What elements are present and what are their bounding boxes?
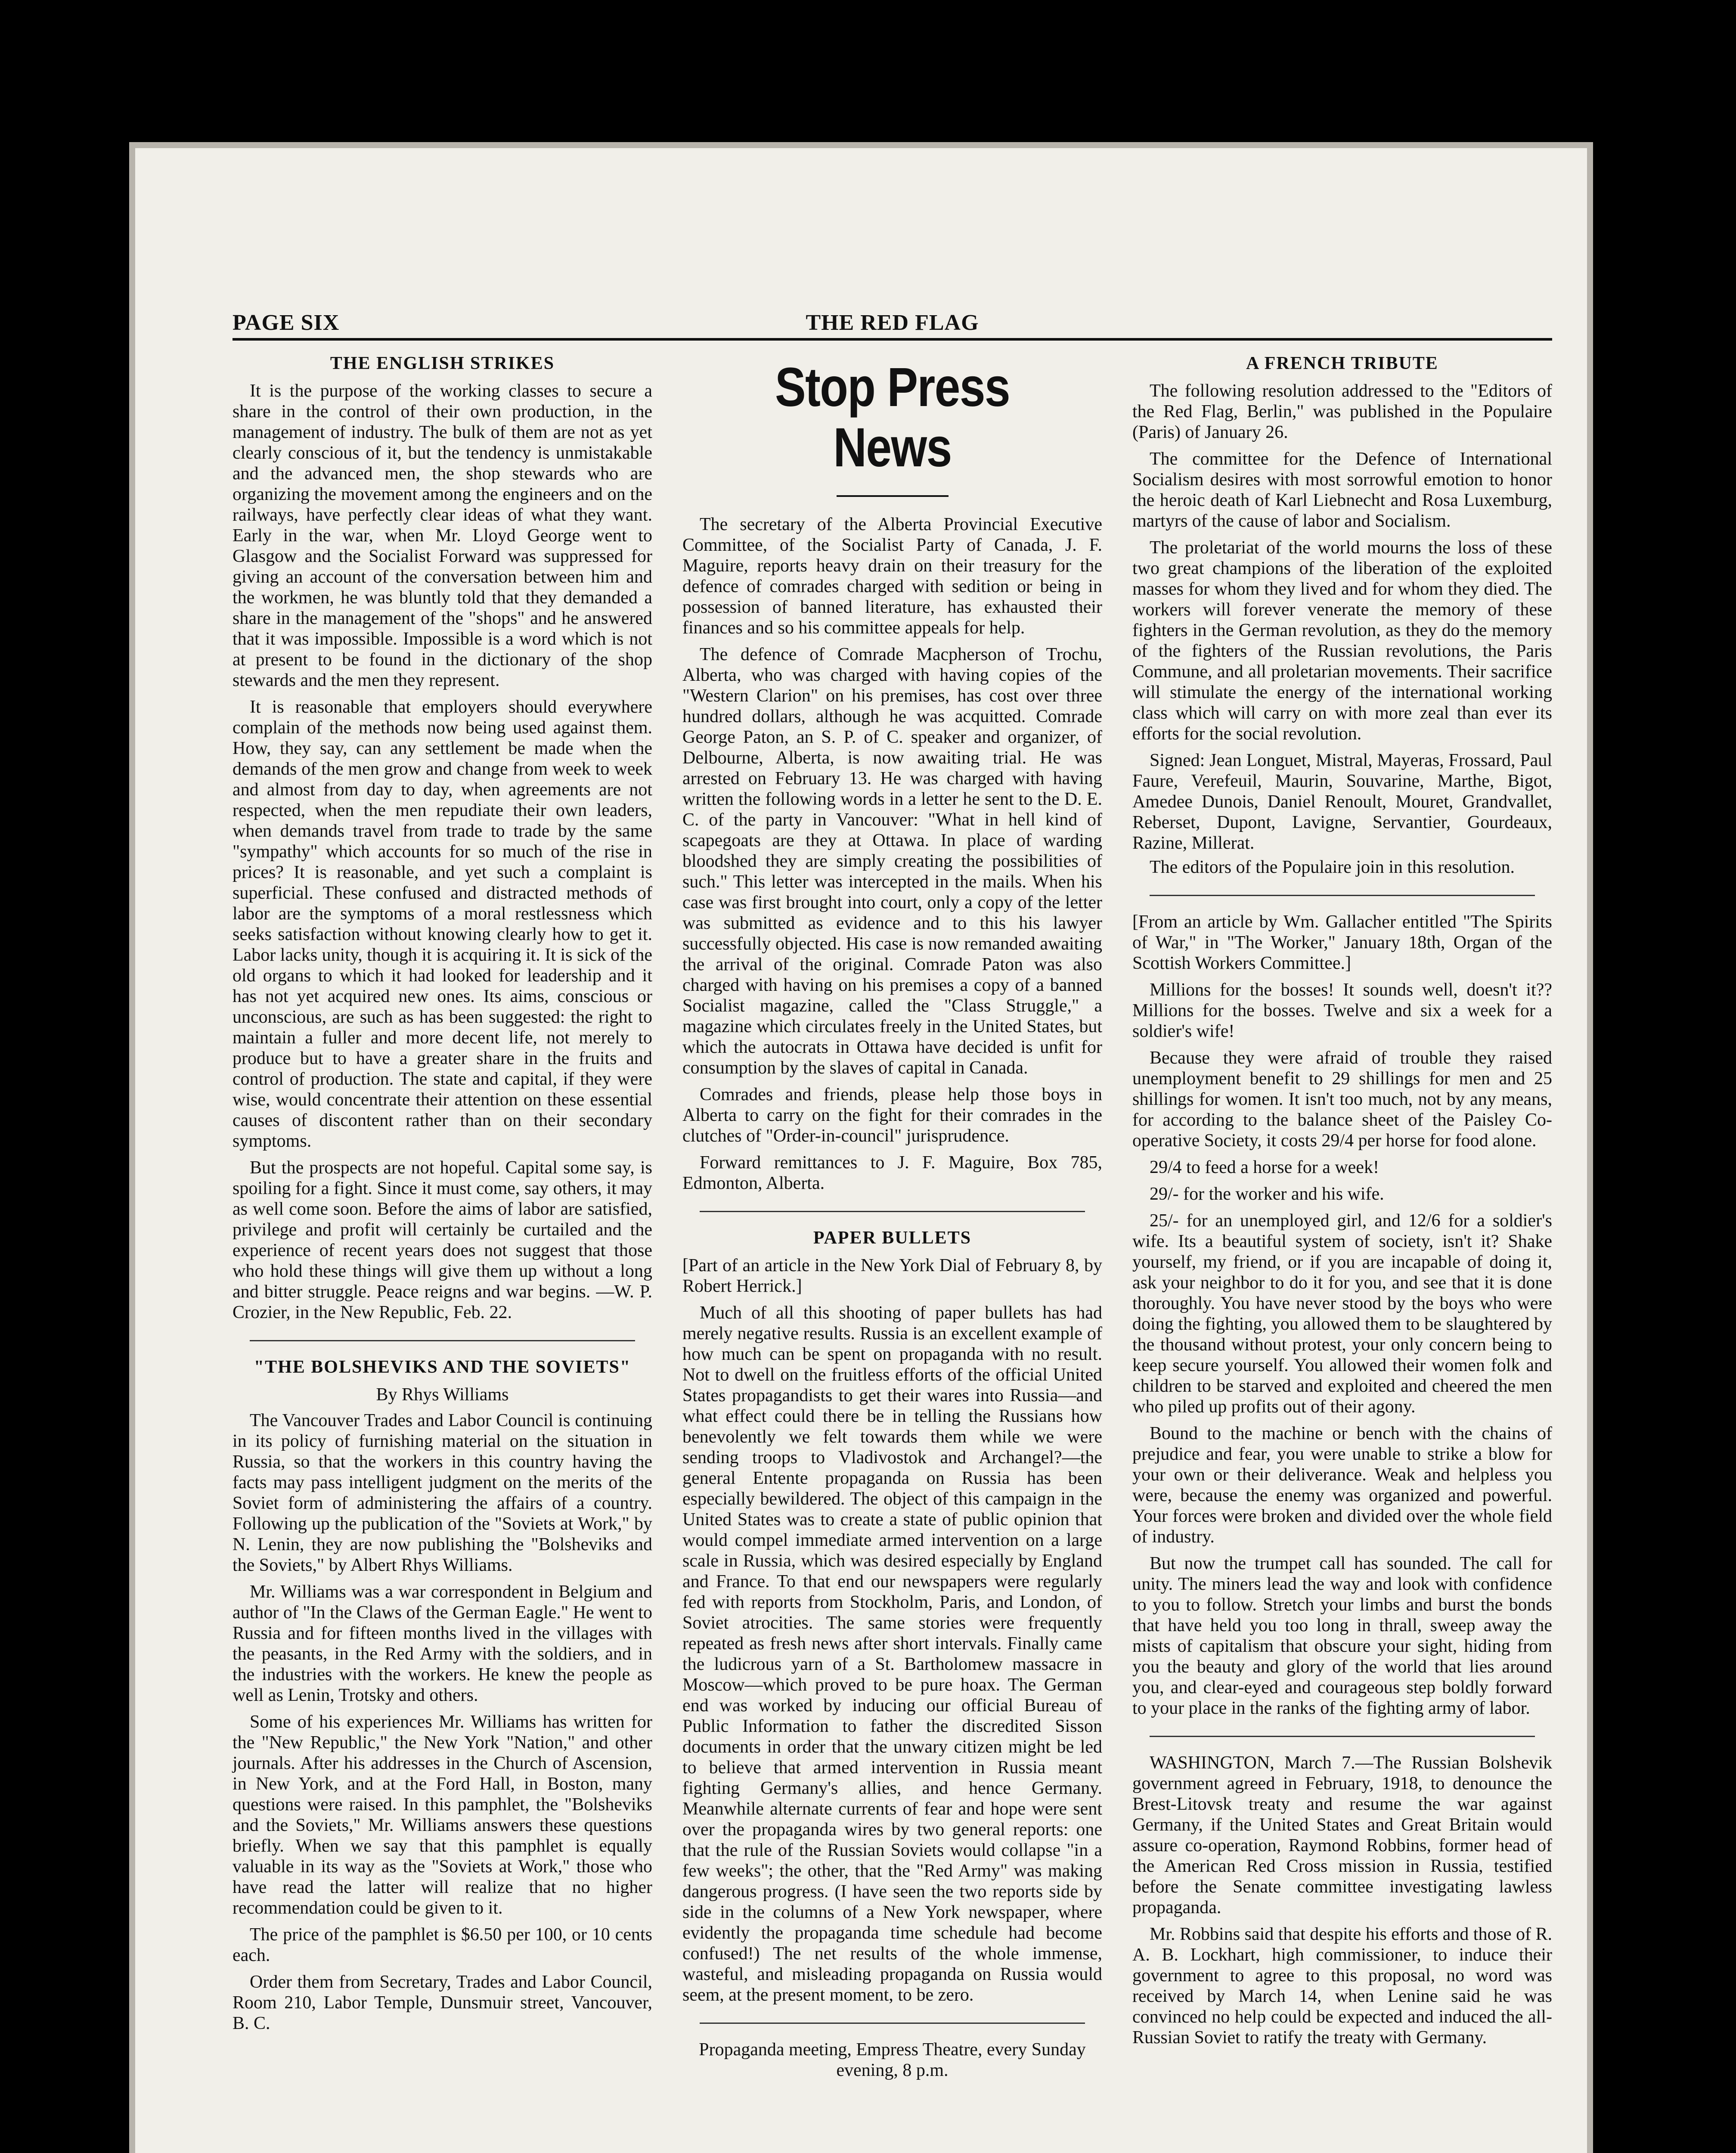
paragraph: It is the purpose of the working classes to secure a share in the control of their own production, in the management of industry. The bulk of them are not as yet clearly conscious of it, but the tendency is unmistakable and the advanced men, the shop stewards who are organizing the movement among the engineers and on the railways, have perfectly clear ideas of what they want. Early in the war, when Mr. Lloyd George went to Glasgow and the Socialist Forward was suppressed for giving an account of the conversation between him and the workmen, he was bluntly told that they demanded a share in the management of the "shops" and he answered that it was impossible. Impossible is a word which is not at present to be found in the dictionary of the shop stewards and the men they represent. bbox=[232, 381, 652, 690]
paragraph: It is reasonable that employers should everywhere complain of the methods now being used against them. How, they say, can any settlement be made when the demands of the men grow and change from week to week and almost from day to day, when agreements are not respected, when the men repudiate their own leaders, when demands travel from trade to trade by the same "sympathy" which accounts for so much of the rise in prices? It is reasonable, and yet such a complaint is superficial. These confused and distracted methods of labor are the symptoms of a moral restlessness which seeks satisfaction without knowing clearly how to get it. Labor lacks unity, though it is acquiring it. It is sick of the old organs to which it had looked for leadership and it has not yet acquired new ones. Its aims, conscious or unconscious, are such as has been suggested: the right to maintain a fuller and more decent life, not merely to produce but to have a greater share in the fruits and control of production. The state and capital, if they were wise, would concentrate their attention on these essential causes of discontent rather than on their secondary symptoms. bbox=[232, 697, 652, 1151]
paragraph: Much of all this shooting of paper bullets has had merely negative results. Russia is an excellent example of how much can be spent on propaganda with no result. Not to dwell on the fruitless efforts of the official United States propagandists to get their wares into Russia—and what effect could there be in telling the Russians how benevolently we felt towards them while we were sending troops to Vladivostok and Archangel?—the general Entente propaganda on Russia has been especially bewildered. The object of this campaign in the United States was to create a state of public opinion that would compel immediate armed intervention on a large scale in Russia, which was desired especially by England and France. To that end our newspapers were regularly fed with reports from Stockholm, Paris, and London, of Soviet atrocities. The same stories were frequently repeated as fresh news after short intervals. Finally came the ludicrous yarn of a St. Bartholomew massacre in Moscow—which proved to be pure hoax. The German end was worked by inducing our official Bureau of Public Information to father the discredited Sisson documents in order that the unwary citizen might be led to believe that armed intervention in Russia meant fighting Germany's allies, and hence Germany. Meanwhile alternate currents of fear and hope were sent over the propaganda wires by two general reports: one that the rule of the Russian Soviets would collapse "in a few weeks"; the other, that the "Red Army" was making dangerous progress. (I have seen the two reports side by side in the columns of a New York newspaper, where evidently the propaganda time schedule had become confused!) The net results of the whole immense, wasteful, and misleading propaganda on Russia would seem, at the present moment, to be zero. bbox=[682, 1303, 1102, 2005]
separator bbox=[1150, 1736, 1535, 1737]
separator bbox=[250, 1340, 635, 1341]
meeting-notice: Propaganda meeting, Empress Theatre, every Sunday evening, 8 p.m. bbox=[699, 2040, 1086, 2080]
paragraph: Mr. Williams was a war correspondent in Belgium and author of "In the Claws of the German Eagle." He went to Russia and for fifteen months lived in the villages with the peasants, in the Red Army with the soldiers, and in the industries with the workers. He knew the people as well as Lenin, Trotsky and others. bbox=[232, 1582, 652, 1705]
paragraph: The editors of the Populaire join in this resolution. bbox=[1150, 857, 1515, 877]
paragraph: The price of the pamphlet is $6.50 per 100, or 10 cents each. bbox=[232, 1925, 652, 1965]
paragraph: But now the trumpet call has sounded. The call for unity. The miners lead the way and look with confidence to you to follow. Stretch your limbs and burst the bonds that have held you too long in thrall, sweep away the mists of capitalism that obscure your sight, hiding from you the beauty and glory of the world that lies around you, and clear-eyed and courageous step boldly forward to your place in the ranks of the fighting army of labor. bbox=[1132, 1554, 1552, 1718]
paragraph: Because they were afraid of trouble they raised unemployment benefit to 29 shillings for men and 25 shillings for women. It isn't too much, not by any means, for according to the balance sheet of the Paisley Co-operative Society, it costs 29/4 per horse for food alone. bbox=[1132, 1048, 1552, 1151]
article-title-paper-bullets: PAPER BULLETS bbox=[813, 1228, 972, 1248]
paragraph: 29/- for the worker and his wife. bbox=[1150, 1184, 1384, 1204]
separator bbox=[1150, 895, 1535, 896]
article-title-english-strikes: THE ENGLISH STRIKES bbox=[330, 354, 555, 373]
separator bbox=[700, 2023, 1085, 2024]
paragraph: The defence of Comrade Macpherson of Trochu, Alberta, who was charged with having copies of the "Western Clarion" on his premises, has cost over three hundred dollars, although he was acquitted. Comrade George Paton, an S. P. of C. speaker and organizer, of Delbourne, Alberta, is now awaiting trial. He was arrested on February 13. He was charged with having written the following words in a letter he sent to the D. E. C. of the party in Vancouver: "What in hell kind of scapegoats are they at Ottawa. In place of warding bloodshed they are simply creating the possibilities of such." This letter was intercepted in the mails. When his case was first brought into court, only a copy of the letter was submitted as evidence and to this his lawyer successfully objected. His case is now remanded awaiting the arrival of the original. Comrade Paton was also charged with having on his premises a copy of a banned Socialist magazine, called the "Class Struggle," a magazine which circulates freely in the United States, but which the autocrats in Ottawa have decided is unfit for consumption by the slaves of capital in Canada. bbox=[682, 645, 1102, 1078]
column-3 bbox=[1132, 349, 1552, 2087]
byline: By Rhys Williams bbox=[376, 1385, 509, 1405]
paragraph: The secretary of the Alberta Provincial Executive Committee, of the Socialist Party of Canada, J. F. Maguire, reports heavy drain on their treasury for the defence of comrades charged with sedition or being in possession of banned literature, has exhausted their finances and so his committee appeals for help. bbox=[682, 515, 1102, 638]
newspaper-page bbox=[129, 142, 1593, 2153]
paragraph: Comrades and friends, please help those boys in Alberta to carry on the fight for their comrades in the clutches of "Order-in-council" jurisprudence. bbox=[682, 1085, 1102, 1146]
separator bbox=[700, 1211, 1085, 1212]
paragraph: 29/4 to feed a horse for a week! bbox=[1150, 1157, 1379, 1177]
header-rule bbox=[232, 338, 1552, 341]
paragraph: The Vancouver Trades and Labor Council is continuing in its policy of furnishing material on the situation in Russia, so that the workers in this country having the facts may pass intelligent judgment on the merits of the Soviet form of administering the affairs of a country. Following up the publication of the "Soviets at Work," by N. Lenin, they are now publishing the "Bolsheviks and the Soviets," by Albert Rhys Williams. bbox=[232, 1411, 652, 1575]
paragraph: Some of his experiences Mr. Williams has written for the "New Republic," the New York "Nation," and other journals. After his addresses in the Church of Ascension, in New York, and at the Ford Hall, in Boston, many questions were raised. In this pamphlet, the "Bolsheviks and the Soviets," Mr. Williams answers these questions briefly. When we say that this pamphlet is equally valuable in its way as the "Soviets at Work," those who have read the latter will realize that no higher recommendation could be given to it. bbox=[232, 1712, 652, 1918]
stop-press-headline: Stop Press News bbox=[775, 357, 1010, 478]
paragraph: WASHINGTON, March 7.—The Russian Bolshevik government agreed in February, 1918, to denounce the Brest-Litovsk treaty and resume the war against Germany, if the United States and Great Britain would assure co-operation, Raymond Robbins, former head of the American Red Cross mission in Russia, testified before the Senate committee investigating lawless propaganda. bbox=[1132, 1753, 1552, 1917]
masthead: THE RED FLAG bbox=[806, 310, 979, 335]
paragraph: But the prospects are not hopeful. Capital some say, is spoiling for a fight. Since it must come, say others, it may as well come soon. Before the aims of labor are satisfied, privilege and profit will certainly be curtailed and the experience of recent years does not suggest that those who hold these things will give them up without a long and bitter struggle. Peace reigns and war begins. —W. P. Crozier, in the New Republic, Feb. 22. bbox=[232, 1158, 652, 1322]
article-intro: [From an article by Wm. Gallacher entitled "The Spirits of War," in "The Worker," January 18th, Organ of the Scottish Workers Committee.] bbox=[1132, 912, 1552, 973]
paragraph: 25/- for an unemployed girl, and 12/6 for a soldier's wife. Its a beautiful system of society, isn't it? Shake yourself, my friend, or if you are incapable of doing it, ask your neighbor to do it for you, and see that it is done thoroughly. You have never stood by the boys who were doing the fighting, you allowed them to be slaughtered by the thousand without protest, your only concern being to keep secure yourself. You allowed their women folk and children to be starved and exploited and cheered the men who piled up profits out of their agony. bbox=[1132, 1211, 1552, 1417]
paragraph: Bound to the machine or bench with the chains of prejudice and fear, you were unable to strike a blow for your own or their deliverance. Weak and helpless you were, because the enemy was organized and powerful. Your forces were broken and divided over the whole field of industry. bbox=[1132, 1424, 1552, 1547]
article-title-bolsheviks: "THE BOLSHEVIKS AND THE SOVIETS" bbox=[254, 1357, 631, 1377]
page-number: PAGE SIX bbox=[232, 310, 340, 335]
paragraph: The committee for the Defence of International Socialism desires with most sorrowful emotion to honor the heroic death of Karl Liebnecht and Rosa Luxemburg, martyrs of the cause of labor and Socialism. bbox=[1132, 449, 1552, 531]
paragraph: Millions for the bosses! It sounds well, doesn't it?? Millions for the bosses. Twelve and six a week for a soldier's wife! bbox=[1132, 980, 1552, 1041]
column-1 bbox=[232, 349, 652, 2087]
page-header bbox=[232, 310, 1552, 342]
short-rule bbox=[837, 495, 949, 497]
paragraph: Forward remittances to J. F. Maguire, Box 785, Edmonton, Alberta. bbox=[682, 1153, 1102, 1193]
article-intro: [Part of an article in the New York Dial of February 8, by Robert Herrick.] bbox=[682, 1256, 1102, 1296]
paragraph: Mr. Robbins said that despite his efforts and those of R. A. B. Lockhart, high commissioner, to induce their government to agree to this proposal, no word was received by March 14, when Lenine said he was convinced no help could be expected and induced the all-Russian Soviet to ratify the treaty with Germany. bbox=[1132, 1924, 1552, 2048]
signatories: Signed: Jean Longuet, Mistral, Mayeras, Frossard, Paul Faure, Verefeuil, Maurin, Souvarine, Marthe, Bigot, Amedee Dunois, Daniel Renoult, Mouret, Grandvallet, Reberset, Dupont, Lavigne, Servantier, Gourdeaux, Razine, Millerat. bbox=[1132, 751, 1552, 853]
paragraph: Order them from Secretary, Trades and Labor Council, Room 210, Labor Temple, Dunsmuir street, Vancouver, B. C. bbox=[232, 1972, 652, 2033]
paragraph: The following resolution addressed to the "Editors of the Red Flag, Berlin," was published in the Populaire (Paris) of January 26. bbox=[1132, 381, 1552, 442]
article-title-french-tribute: A FRENCH TRIBUTE bbox=[1246, 354, 1438, 373]
column-2 bbox=[682, 349, 1102, 2087]
columns bbox=[232, 349, 1552, 2087]
paragraph: The proletariat of the world mourns the loss of these two great champions of the liberation of the exploited masses for whom they lived and for whom they died. The workers will forever venerate the memory of these fighters in the German revolution, as they do the memory of the fighters of the Russian revolutions, the Paris Commune, and all proletarian movements. Their sacrifice will stimulate the energy of the international working class which will carry on with more zeal than ever its efforts for the social revolution. bbox=[1132, 538, 1552, 744]
